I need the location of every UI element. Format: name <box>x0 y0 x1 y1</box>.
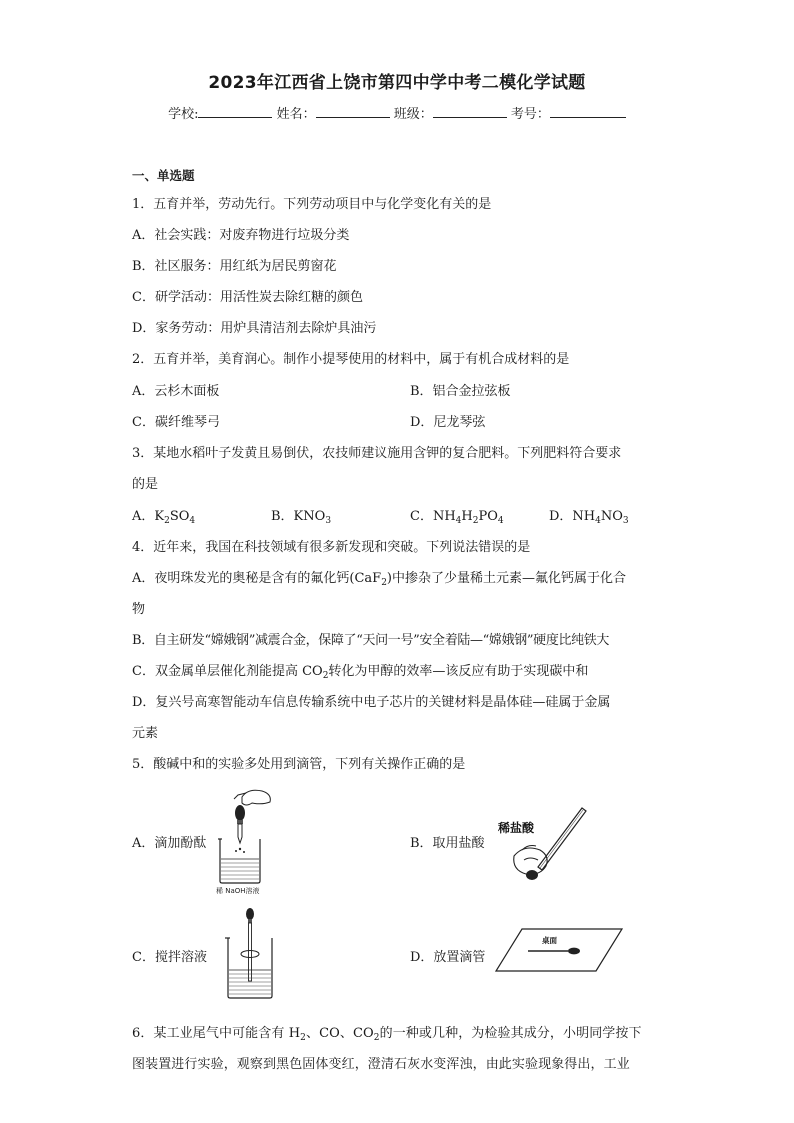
class-blank[interactable] <box>433 104 507 118</box>
q1-option-c: C．研学活动：用活性炭去除红糖的颜色 <box>132 290 363 305</box>
exam-number-label: 考号： <box>510 107 550 122</box>
q5-option-a: A．滴加酚酞 <box>132 836 207 851</box>
q3-option-d: D．$NH_4NO_3$ <box>549 509 629 526</box>
hydrochloric-acid-label: 稀盐酸 <box>498 821 535 835</box>
school-blank[interactable] <box>198 104 272 118</box>
q5-option-b: B．取用盐酸 <box>410 836 485 851</box>
q4-stem: 4．近年来，我国在科技领域有很多新发现和突破。下列说法错误的是 <box>132 540 531 555</box>
q5-stem: 5．酸碱中和的实验多处用到滴管，下列有关操作正确的是 <box>132 757 466 772</box>
q3-stem-line2: 的是 <box>132 477 159 492</box>
q4-option-d-line1: D．复兴号高寒智能动车信息传输系统中电子芯片的关键材料是晶体硅—硅属于金属 <box>132 695 611 710</box>
name-blank[interactable] <box>316 104 390 118</box>
q3-option-c: C．$NH_4H_2PO_4$ <box>410 509 504 526</box>
q4-option-d-line2: 元素 <box>132 726 159 741</box>
q4-option-a-line1: A．夜明珠发光的奥秘是含有的氟化钙(CaF$_2$)中掺杂了少量稀土元素—氟化钙属于化合 <box>132 571 626 588</box>
hydrochloric-acid-dropper-figure <box>494 804 590 884</box>
q1-option-b: B．社区服务：用红纸为居民剪窗花 <box>132 259 337 274</box>
q3-stem-line1: 3．某地水稻叶子发黄且易倒伏，农技师建议施用含钾的复合肥料。下列肥料符合要求 <box>132 446 622 461</box>
dropper-on-table-figure <box>494 925 624 977</box>
q2-option-a: A．云杉木面板 <box>132 384 220 399</box>
q6-stem-line1: 6．某工业尾气中可能含有 $H_2$、CO、$CO_2$的一种或几种，为检验其成分，小明同学按下 <box>132 1026 642 1043</box>
school-label: 学校: <box>168 107 199 122</box>
naoh-solution-label: 稀 NaOH溶液 <box>216 887 260 895</box>
student-info-line <box>0 103 794 122</box>
q5-option-d: D．放置滴管 <box>410 950 486 965</box>
name-label: 姓名： <box>276 107 316 122</box>
q4-option-a-line2: 物 <box>132 602 146 617</box>
q2-option-b: B．铝合金拉弦板 <box>410 384 511 399</box>
q2-option-d: D．尼龙琴弦 <box>410 415 486 430</box>
dropper-beaker-figure <box>212 785 278 895</box>
q2-option-c: C．碳纤维琴弓 <box>132 415 220 430</box>
q4-option-c: C．双金属单层催化剂能提高 $CO_2$转化为甲醇的效率—该反应有助于实现碳中和 <box>132 664 589 681</box>
q1-option-a: A．社会实践：对废弃物进行垃圾分类 <box>132 228 350 243</box>
q6-stem-line2: 图装置进行实验，观察到黑色固体变红，澄清石灰水变浑浊，由此实验现象得出，工业 <box>132 1057 630 1072</box>
q3-option-a: A．$K_2SO_4$ <box>132 509 196 526</box>
q2-stem: 2．五育并举，美育润心。制作小提琴使用的材料中，属于有机合成材料的是 <box>132 352 570 367</box>
exam-number-blank[interactable] <box>550 104 626 118</box>
class-label: 班级： <box>393 107 433 122</box>
exam-title: 2023年江西省上饶市第四中学中考二模化学试题 <box>208 73 586 93</box>
q1-stem: 1．五育并举，劳动先行。下列劳动项目中与化学变化有关的是 <box>132 197 492 212</box>
q1-option-d: D．家务劳动：用炉具清洁剂去除炉具油污 <box>132 321 377 336</box>
stirring-dropper-figure <box>222 908 278 1004</box>
table-surface-label: 桌面 <box>542 936 557 945</box>
q5-option-c: C．搅拌溶液 <box>132 950 207 965</box>
q3-option-b: B．$KNO_3$ <box>271 509 332 526</box>
q4-option-b: B．自主研发“嫦娥钢”减震合金，保障了“天问一号”安全着陆—“嫦娥钢”硬度比纯铁大 <box>132 633 610 648</box>
section-heading: 一、单选题 <box>132 168 195 183</box>
